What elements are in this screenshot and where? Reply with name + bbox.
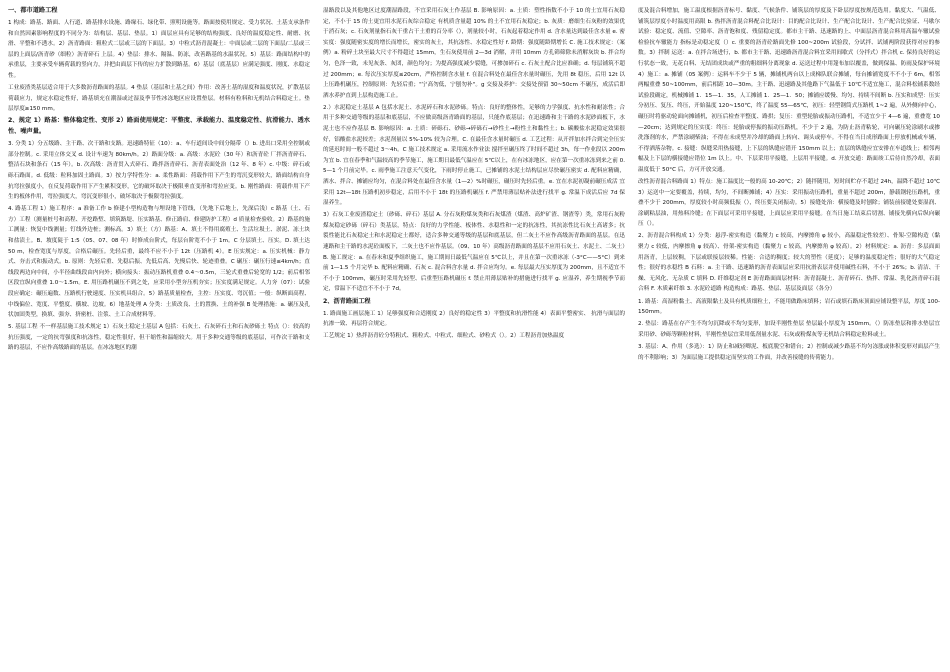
text-column-1 xyxy=(8,6,310,668)
paragraph: 1. 路基：高湿粉黏土、高液限黏土及具有机质细粒土，不能用做路床填料；岩石或填石路床顶面应铺设整平层，厚度 100-150mm。 xyxy=(638,298,940,316)
section-heading: 2、沥青路面工程 xyxy=(323,297,371,305)
paragraph: 度及混合料增加，施工温度根据沥青标号、黏度、气候条件、铺筑层的厚度及下卧层厚度按规范选用。黏度大、气温低、铺筑层厚度小时温度用高限 b. 热拌沥青混合料配合比设计：目的配合比设计、生产配合比设计、生产配合比验证、马歇尔试验：稳定度、流值、空隙率、沥青饱和度、残留稳定度。都市主干路、迅速路的上、中面层沥青混合料用高温车辙试验检验抗车辙能力 指标是动稳定度（）c. 重要的沥青砼路面先修 100~200m 试验段，分试拌、试铺两阶段获得对应的参数。3）拌制 运送：a. 在拌合场进行，b. 都市主干路、迅速路沥青混合料宜采用间歇式（分拌式）拌合机 c. 保持良好的运行状态一致，无花白料、无结团成块或严重的粗细料分离现象 d. 运送过程中用篷布加以覆盖，做到保温、防雨及保护环境 4）施工：a. 摊铺（05 案例）：运料车不少于 5 辆，摊铺机两台以上成梯队联合摊铺，每台摊铺宽度不不小于 6m，相邻两幅重叠 50~100mm，前后相距 10—30m。主干路、迅速路及其他路下气温低于 10℃不适宜施工，混合料松铺系数经试验段确定，机械摊铺 1．15—1．35，人工摊铺 1．25—1．50；摊铺应缓慢、均匀、持续不间断 b. 压实和成型：压实分初压、复压、终压，开始温度 120~150℃，终了温度 55—65℃，初压：轻型钢筒式压路机 1~2 遍，从外侧向中心，碾压时将驱动轮面向摊铺机，初压后检查平整度、路拱；复压：重型轮胎或振动压路机，不适宜少于 4—6 遍，重叠宽 10—20cm；达到规定的压实度：终压：轮胎或停振的振动压路机，不少于 2 遍，为防止沥青粘轮，可向碾压轮涂刷水或掺洗涤剂的水，严禁涂刷柴油；不得在未成型并冷却的路面上转向、调头或停车。不得在当日成形路面上停放机械或车辆，不得洒落杂物。c. 接缝：纵缝采用热接缝，上下层的纵缝应错开 150mm 以上；直层的纵缝应宜安排在车道线上；相邻两幅及上下层的横接缝应错位 1m 以上。中、下层采用平接缝，上层用平接缝。d. 开放交通：路面竣工后待自然冷却，表面温度低于 50°C 后，方可开放交通。 xyxy=(638,8,940,173)
paragraph: 2. 垫层：路基在存产生不均匀沉降或不均匀变形，加设半刚性垫层 垫层最小厚度为 150mm。（）防冻垫层和排水垫层宜采用砂、砂砾等颗粒材料，半刚性垫层宜采用低剂量水泥、石灰或粉煤灰等无机结合料稳定粒料或土。 xyxy=(638,321,940,338)
paragraph: 2.）水泥稳定土基层 A 包括水泥土、水泥碎石和水泥砂砾。特点：良好的整体性，足够的力学强度、抗水性和耐冻性；合用于多种交通等级的基层和底基层，不应做高级沥青路面的基层，只能作底基层；在迅速路和主干路的水泥砂面板下，水泥土也不应作基层 B. 影响原因：a. 土质：碎砾石、砂砾→碎砾石→砂性土→粉性土和黏性土；b. 碳酸盐水泥稳定效果很好，铝酸盐水泥较差；水泥剂量以 5%-10% 较为合理。C. 在最佳含水量时碾压 d. 工艺过程：从开拌加水拌合到完全压实的延迟时间一般不超过 3～4h。C 施工技术规定 a. 采用流水作业法 搅拌至碾压终了时间不超过 3h，每一作业段以 200m 为宜 b. 宜在春季和气温较高的季节施工，施工期日最低气温应在 5℃以上，在有冰冻地区，应在第一次重冰冻到来之前 0.5—1 个月前完毕。c. 雨季施工注意天气变化，下雨时停止施工，已摊铺的水泥土结构层应尽快碾压密实 d. 配料应精确，洒水、拌合、摊铺应均匀，在混合料处在最佳含水量（1—2）%时碾压，碾压时先轻后重。e. 宜在水泥初凝前碾压成活 宜采用 12t—18t 压路机初步稳定，后用不小于 18t 的压路机碾压 f. 严禁用薄层贴补法进行找平 g. 常温下成活后应 7d 保湿养生。 xyxy=(323,104,625,207)
paragraph: 3）石灰工业废渣稳定土（砂砾、碎石）基层 A. 分石灰粉煤灰类和石灰煤渣（煤渣、高炉矿渣、钢渣等）类，常用石灰粉煤灰稳定砂砾（碎石）类基层，特点：良好的力学性能、板体性、水稳性和一定的抗冻性，其抗冻性比石灰土高诸多；抗裂性能比石灰稳定土和水泥稳定土都好，适合多种交通等级的基层和底基层，但二灰土不应作高级沥青路面的基层。在迅速路和主干路的水泥砼面板下，二灰土也不应作基层。（09、10 年）高级沥青路面的基层不应用石灰土、水泥土、二灰土）B. 施工规定：a. 在春末和夏季组织施工，施工期间日最低气温应在 5℃以上，并且在第一次重冰冻（-3°C——5°C）到来前 1—1.5 个月完毕 b. 配料应精确、石灰 c. 混合料含水量 d. 拌合应均匀。e. 每层最大压实厚度为 200mm，且不适宜不不小于 100mm，碾压时采用先轻型、后重型压路机碾压 f. 禁止用薄层贴补的措施进行找平 g. 应湿养，养生期视季节而定，常温下不适宜不不小于 7d。 xyxy=(323,212,625,293)
paragraph: 2、沥青混合料构成 1）分类：悬浮-密实构造（黏聚力 c 较高，内摩擦角 φ 较小，高温稳定性较差）、骨架-空隙构造（黏聚力 c 较低，内摩擦角 φ 较高）、骨架-密实构造（黏聚力 c 较高，内摩擦角 φ 较高）。2）材料规定：a. 沥青：多层面面用沥青，上层较稠，下层或联接层较稀。性能：合适的稠度；较大的塑性（延度）；足够的温度稳定性；很好的大气稳定性；很好的水稳性 B 石料：a. 主干路、迅速路的沥青表面层应采用抗滑表层并使用碱性石料，不小于 26%；b. 清洁、干燥、无风化、无杂质 C 填料 D. 纤维稳定剂 E 沥青路面面层材料：沥青混凝土、沥青碎石、热拌、常温、乳化沥青碎石混合料 F. 木质素纤维 3. 水泥砼道路 构造构成：路基、垫层、基层及面层（各分） xyxy=(638,233,940,293)
paragraph: 1. 路面施工画层施工 1）足够强度和合适刚度 2）良好的稳定性 3）平整度和抗滑性能 4）表面平整密实、 抗滑与面层的抗渗一致、再层符合规定。 xyxy=(323,310,625,328)
paragraph: 湿路段以及其他地区过度潮湿路段，不宜采用石灰土作基层 B. 影响原因：a. 土质：塑性指数不小于 10 的土宜用石灰稳定，不小于 15 的土更宜用水泥石灰综合稳定 有机质含量超 10% 的土不宜用石灰稳定；b. 灰质：磨细生石灰粉的效果优于消石灰；c. 石灰剂量指石灰干重占干土重的百分率（），剂量较小时，石灰起着稳定作用 d. 含水量达到最佳含水量 e. 密实度：强度随密实度的增长而增长，密实的灰土，其抗冻性、水稳定性好 f. 龄期：强度随龄期增长 C. 施工技术规定：（案例）a. 粉碎土块至最大尺寸不得超过 15mm，生石灰使用前 2—3d 消解，并用 10mm 方孔筛筛除未消解灰块 b. 拌合均匀，色泽一致，未见灰条、灰团，颜色均匀；为提高强度减少裂缝，可掺加碎石 c. 石灰土配合比应准确；d. 每层铺筑不超过 200mm；e. 每次压实厚度≤20cm，严格控制含水量 f. 在混合料处在最佳含水量时碾压，先用 8t 稳压，后用 12t 以上压路机碾压，控制原则：先轻后重；"宁高勿低，宁刨勿补"。g 交接及养护：交接处预留 30~50cm 不碾压，成活后即洒水养护直到上层构造施工止。 xyxy=(323,8,625,99)
text-column-2 xyxy=(323,6,625,668)
section-heading: 2、规定 1）路基：整体稳定性、变形 2）路面使用规定：平整度、承载能力、温度稳定性、抗滑能力、透水性、噪声量。 xyxy=(8,117,310,136)
paragraph: 4. 路基工程 1）施工程序：a 准备工作 b 修建小型构造物与埋设地下管线，（先地下后地上，先深后浅）c 路基（土、石方）工程（测量桩号和高程、开挖路堑、填筑路堤、压实路基、修正路肩、修建防护工程）d 质量检查验收。2）路基的施工测量：恢复中线测量；钉线外边桩；测标高。3）填土（方）路基：A、填土不得用腐殖土、生活垃圾土、淤泥、冻土块和盐渍土。B、坡度陡于 1:5（05、07、08 年）时修成台阶式，每层台阶宽不小于 1m。C 分层填土、压实。D. 填土达 50 m，检查宽度与厚度，合格后碾压。先轻后重，最终不应不小于 12t（压路机 4）。E 压实规定：a. 压实机械：静力式、夯击式和振动式。b. 原则：先轻后重、先稳后振、先低后高、先慢后快、轮迹重叠。C 碾压：碾压行速≤4km/h；直线段两边向中间，小半径曲线段由内向外；横向接头：振动压路机重叠 0.4～0.5m，三轮式重叠后轮宽的 1/2；前后相邻区段宜纵向重叠 1.0～1.5m。E. 用压路机碾压不到之处，应采用小型夯压机夯实；压实度满足规定。人力夯（07）：试验段应确定：碾压遍数、压路机行驶速度、压实机具组合。5）路基质量检查，主控：压实度、弯沉值；一般：纵断面高程、中线偏位、宽度、平整度、横坡、边坡。6）地基处理 A 分类：土质改良、土的置换、土的补强 B 处理措施：a. 碾压及孔状加固类型，换填、强夯、挤密桩、注浆、土工合成材料等。 xyxy=(8,206,310,319)
paragraph: 工业废渣类基层适合用于大多数沥青路面的基层。4 垫层（基层和土基之间）作用：改善土基的湿度和温度状况，扩散基层荷载应力，规定水稳定性好，路基填充在潮湿或过湿及季节性冰冻地区应设置垫层。材料有粒料和无机结合料稳定土。垫层厚度≥150 mm。 xyxy=(8,85,310,113)
section-heading: 一、都市道路工程 xyxy=(8,7,58,14)
paragraph: 工艺规定 1）热拌沥青砼分特粗式、粗粒式、中粒式、细粒式、砂粒式（）。2）工程沥青加热温度 xyxy=(323,333,565,340)
paragraph: 5. 基层工程 不一样基层施工技术规定 1）石灰土稳定土基层 A 包括：石灰土、石灰碎石土和石灰砂砾土 特点（）：较高的抗压强度，一定的抗弯强度和抗冻性，稳定性很好，但干缩性和温缩较大。用于多种交通等级的底基层，可作次干路和支路的基层，不应作高级路面的基层。在冰冻地区的潮 xyxy=(8,324,310,352)
paragraph: 1 构成：路基、路面、人行道、路基排水设施、路缘石、绿化带、照明设施等。路面按使用规定、受力状况、土基支承条件和自然因素影响程度的不同分为：结构层、基层、垫层。1）面层应具有足够的结构强度、良好的温度稳定性、耐磨、抗滑、平整和不透水。2）沥青路面：粗粒式二层或三层的下面层。3）中粒式沥青混凝土：中面层或二层的下面层/二层或三层的上面层/沥青砂（细粒）沥青碎石 上层。4）垫层：排水、隔温、防冻，改善路基的水温状况。5）基层：路面结构中的承重层，主要承受车辆荷载的竖向力，并把由面层下传的应力扩散到路基。6）基层（底基层）应满足强度、刚度、水稳定性。 xyxy=(8,20,310,80)
paragraph: 3. 基层：A、作用（多选）：1）防止和减轻唧泥、板底脱空和错台；2）控制或减少路基不均匀冻胀或体积变形对面层产生的不利影响；3）为面层施工提供稳定而坚实的工作面，并改善接缝的传荷能力。 xyxy=(638,343,940,361)
paragraph: 3. 分类 1）分五级路、主干路、次干路和支路。迅速路特征（10）：a、车行道间设中间分隔带（）b. 进出口采用全控制或部分控制。c. 采用立体交叉 d. 设计车速为 80km/h。2）路面分级：a. 高级：水泥砼（30 年）和沥青砼 厂拌沥青碎石、整洁石块和条石（15 年）。b. 次高级：沥青贯入式碎石、路拌沥青碎石、沥青表面处治（12 年、8 年）c. 中级：碎石或砾石路面。d. 低级：粒料加固土路面。3）按力学特性分：a. 柔性路面：荷载作用下产生的弯沉变形较大，路面结构自身抗弯拉强度小，在反复荷载作用下产生累积变形，它的破坏取决于极限垂直变形和弯拉应变。b. 刚性路面：荷载作用下产生的板体作用，弯拉强度大，弯沉变形很小，破坏取决于极限弯拉强度。 xyxy=(8,141,310,201)
text-column-3 xyxy=(638,6,940,668)
paragraph: 改性沥青混合料路面 1）特点：施工温度比一般的高 10-20℃；2）随拌随用，短时间贮存不超过 24h，温降不超过 10℃ 3）运送中一定要覆盖，持续，均匀，不间断摊铺；4）压实：采用振动压路机，重量不超过 200m，静载钢轮压路机，重叠不少于 200mm，厚度较小时高频低振（），终压要关闭振动。5）接缝处治：横接缝及时刨除；铺装前接缝处要湿润、涂刷粘层油，用热料冷缝；在下面层可采用平接缝，上面层应采用平接缝。在当日施工结束后切割、铺接先横向后纵向碾压（）。 xyxy=(638,179,940,228)
